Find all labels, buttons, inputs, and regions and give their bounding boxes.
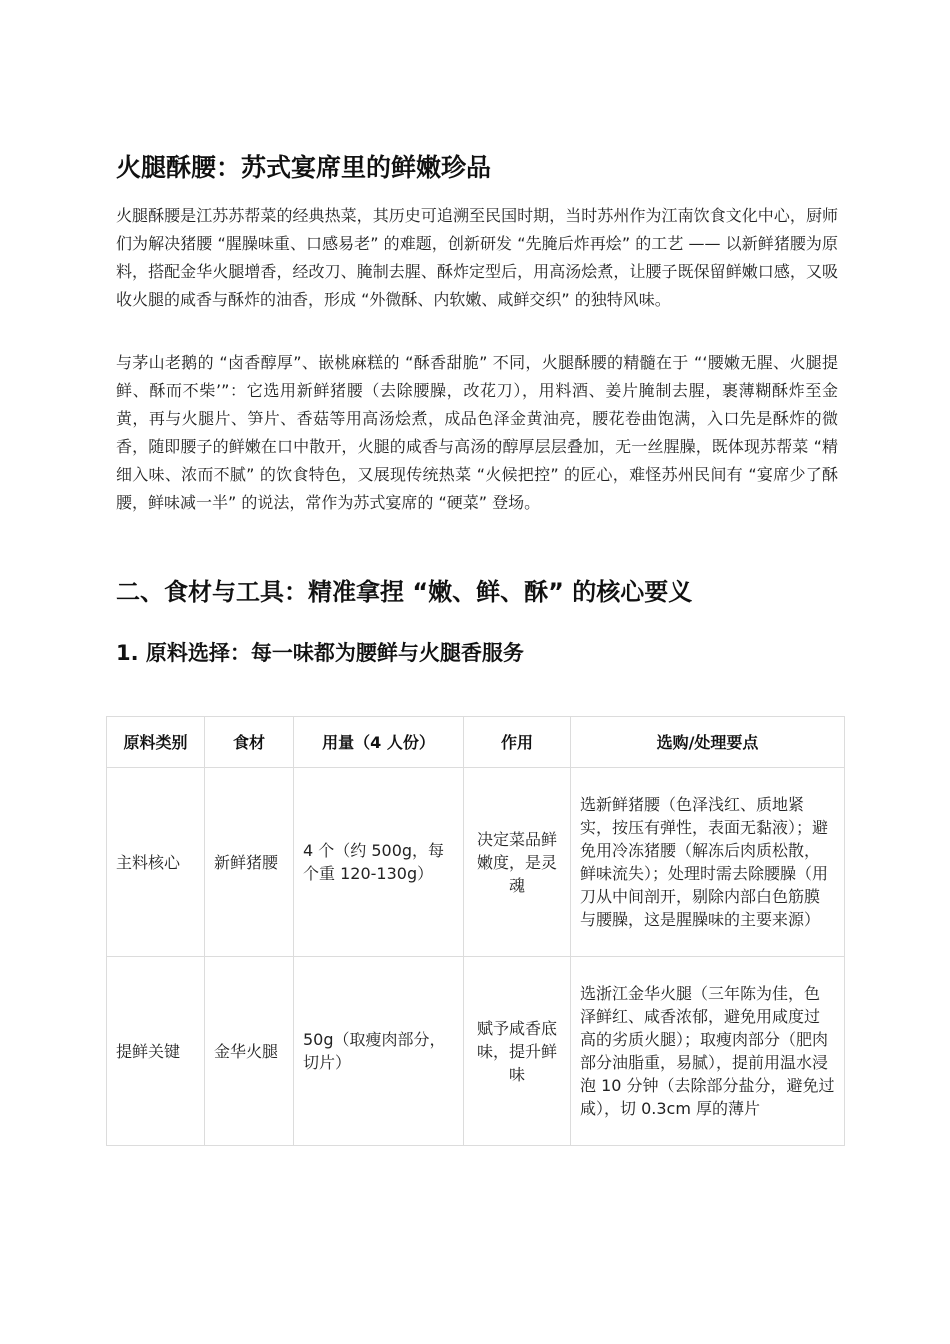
header-tips: 选购/处理要点 — [571, 717, 845, 768]
table-row — [107, 957, 845, 1146]
cell-category: 主料核心 — [107, 768, 205, 957]
cell-role: 赋予咸香底味，提升鲜味 — [464, 957, 571, 1146]
cell-ingredient: 新鲜猪腰 — [205, 768, 294, 957]
header-category: 原料类别 — [107, 717, 205, 768]
table-row — [107, 768, 845, 957]
ingredients-table — [106, 716, 845, 1146]
table-header-row — [107, 717, 845, 768]
cell-category: 提鲜关键 — [107, 957, 205, 1146]
article-title: 火腿酥腰：苏式宴席里的鲜嫩珍品 — [116, 153, 492, 182]
cell-amount: 50g（取瘦肉部分，切片） — [294, 957, 464, 1146]
cell-ingredient: 金华火腿 — [205, 957, 294, 1146]
intro-paragraph-2: 与茅山老鹅的 “卤香醇厚”、嵌桃麻糕的 “酥香甜脆” 不同，火腿酥腰的精髓在于 “‘腰嫩无腥、火腿提鲜、酥而不柴’”：它选用新鲜猪腰（去除腰臊，改花刀），用料酒、姜片腌制去腥，裹薄糊酥炸至金黄，再与火腿片、笋片、香菇等用高汤烩煮，成品色泽金黄油亮，腰花卷曲饱满，入口先是酥炸的微香，随即腰子的鲜嫩在口中散开，火腿的咸香与高汤的醇厚层层叠加，无一丝腥臊，既体现苏帮菜 “精细入味、浓而不腻” 的饮食特色，又展现传统热菜 “火候把控” 的匠心，难怪苏州民间有 “宴席少了酥腰，鲜味减一半” 的说法，常作为苏式宴席的 “硬菜” 登场。 — [116, 353, 838, 512]
cell-tips: 选浙江金华火腿（三年陈为佳，色泽鲜红、咸香浓郁，避免用咸度过高的劣质火腿）；取瘦肉部分（肥肉部分油脂重，易腻），提前用温水浸泡 10 分钟（去除部分盐分，避免过咸），切 0.3cm 厚的薄片 — [571, 957, 845, 1146]
section-title: 二、食材与工具：精准拿捏 “嫩、鲜、酥” 的核心要义 — [116, 578, 693, 606]
header-role: 作用 — [464, 717, 571, 768]
header-amount: 用量（4 人份） — [294, 717, 464, 768]
intro-paragraph-1: 火腿酥腰是江苏苏帮菜的经典热菜，其历史可追溯至民国时期，当时苏州作为江南饮食文化中心，厨师们为解决猪腰 “腥臊味重、口感易老” 的难题，创新研发 “先腌后炸再烩” 的工艺 —— 以新鲜猪腰为原料，搭配金华火腿增香，经改刀、腌制去腥、酥炸定型后，用高汤烩煮，让腰子既保留鲜嫩口感，又吸收火腿的咸香与酥炸的油香，形成 “外微酥、内软嫩、咸鲜交织” 的独特风味。 — [116, 206, 838, 309]
subsection-title: 1. 原料选择：每一味都为腰鲜与火腿香服务 — [116, 641, 524, 665]
header-ingredient: 食材 — [205, 717, 294, 768]
cell-amount: 4 个（约 500g，每个重 120-130g） — [294, 768, 464, 957]
cell-role: 决定菜品鲜嫩度，是灵魂 — [464, 768, 571, 957]
cell-tips: 选新鲜猪腰（色泽浅红、质地紧实，按压有弹性，表面无黏液）；避免用冷冻猪腰（解冻后肉质松散，鲜味流失）；处理时需去除腰臊（用刀从中间剖开，剔除内部白色筋膜与腰臊，这是腥臊味的主要来源） — [571, 768, 845, 957]
